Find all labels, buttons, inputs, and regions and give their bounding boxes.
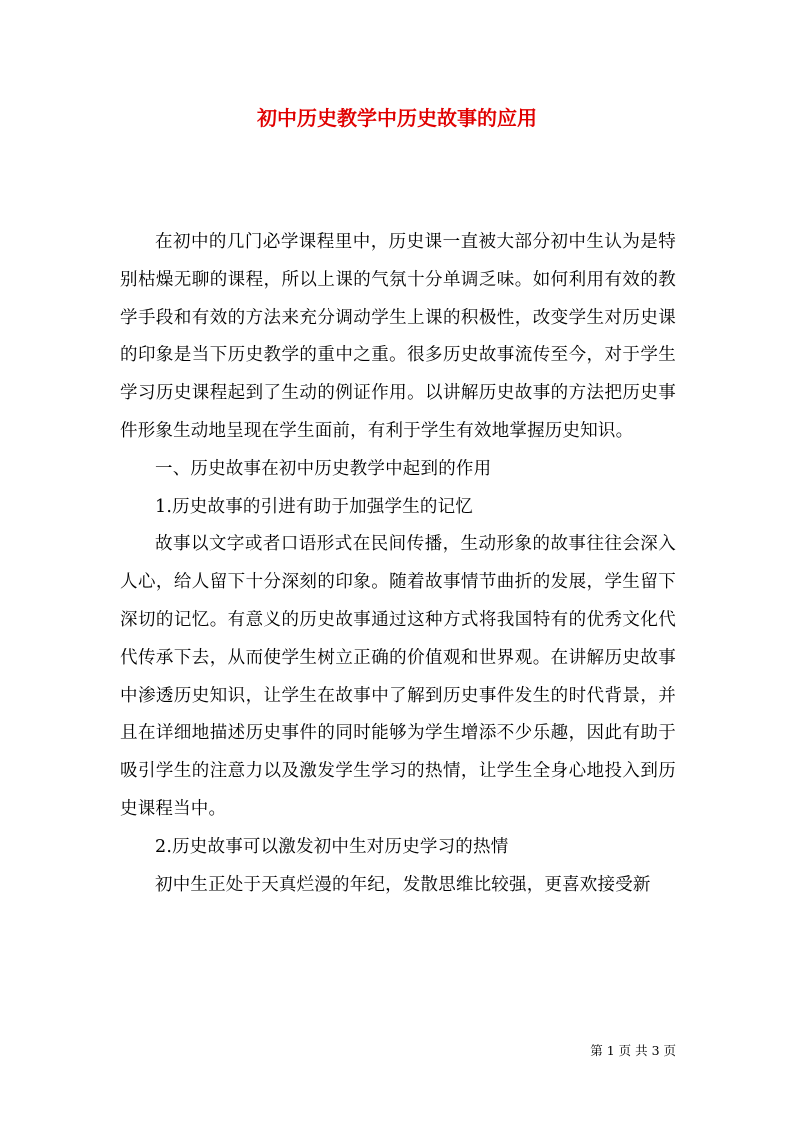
paragraph-intro: 在初中的几门必学课程里中，历史课一直被大部分初中生认为是特别枯燥无聊的课程，所以上课的气氛十分单调乏味。如何利用有效的教学手段和有效的方法来充分调动学生上课的积极性，改变学生对历史课的印象是当下历史教学的重中之重。很多历史故事流传至今，对于学生学习历史课程起到了生动的例证作用。以讲解历史故事的方法把历史事件形象生动地呈现在学生面前，有利于学生有效地掌握历史知识。 [120, 232, 676, 441]
page-number: 第 1 页 共 3 页 [590, 1043, 676, 1058]
document-title: 初中历史教学中历史故事的应用 [257, 106, 537, 130]
paragraph-enthusiasm: 初中生正处于天真烂漫的年纪，发散思维比较强，更喜欢接受新 [155, 874, 651, 895]
document-body [120, 224, 676, 904]
section-heading: 一、历史故事在初中历史教学中起到的作用 [155, 458, 492, 479]
paragraph-memory: 故事以文字或者口语形式在民间传播，生动形象的故事往往会深入人心，给人留下十分深刻的印象。随着故事情节曲折的发展，学生留下深切的记忆。有意义的历史故事通过这种方式将我国特有的优秀文化代代传承下去，从而使学生树立正确的价值观和世界观。在讲解历史故事中渗透历史知识，让学生在故事中了解到历史事件发生的时代背景，并且在详细地描述历史事件的同时能够为学生增添不少乐趣，因此有助于吸引学生的注意力以及激发学生学习的热情，让学生全身心地投入到历史课程当中。 [120, 534, 676, 819]
subsection-heading-2: 2.历史故事可以激发初中生对历史学习的热情 [155, 836, 509, 857]
subsection-heading-1: 1.历史故事的引进有助于加强学生的记忆 [155, 496, 473, 517]
